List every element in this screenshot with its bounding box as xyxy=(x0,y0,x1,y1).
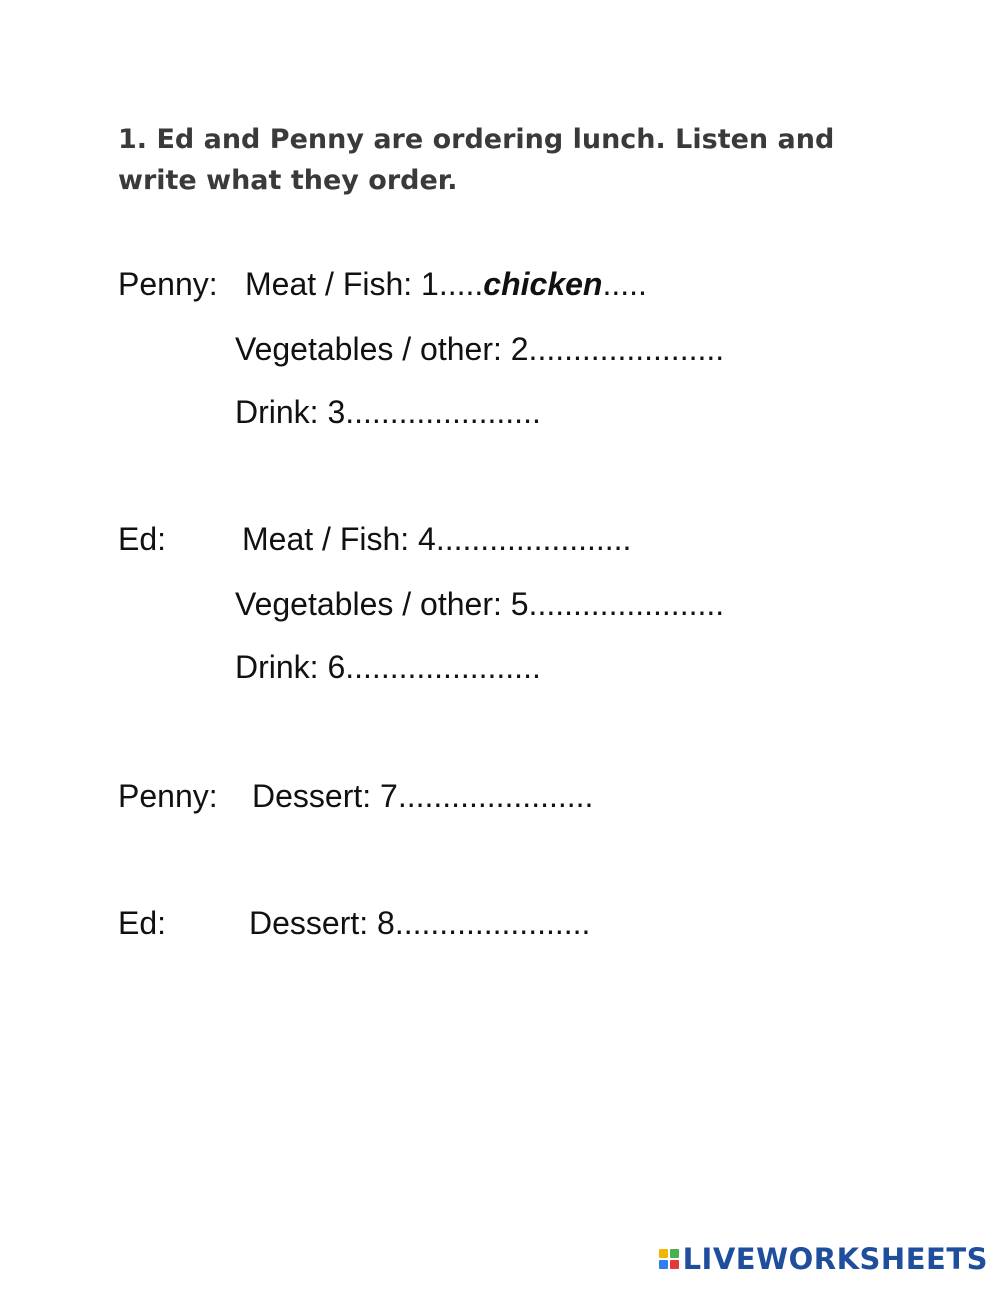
example-answer: chicken xyxy=(483,266,603,302)
answer-line-3 xyxy=(235,392,541,432)
answer-line-1 xyxy=(245,264,647,304)
speaker-label-penny: Penny: xyxy=(118,778,218,814)
answer-blank[interactable]: ...................... xyxy=(345,394,541,430)
logo-square-green xyxy=(670,1249,679,1258)
answer-line-2 xyxy=(235,329,724,369)
answer-blank[interactable]: ...................... xyxy=(394,905,591,941)
answer-blank[interactable]: ...................... xyxy=(435,521,632,557)
liveworksheets-logo xyxy=(659,1242,988,1276)
answer-line-7 xyxy=(252,776,593,816)
item-label: Vegetables / other: 2 xyxy=(235,331,529,367)
answer-blank[interactable]: ...................... xyxy=(528,586,725,622)
item-label: Dessert: 8 xyxy=(249,905,395,941)
answer-line-6 xyxy=(235,647,541,687)
logo-text: LIVEWORKSHEETS xyxy=(682,1242,988,1276)
blank-dots: ..... xyxy=(438,266,484,302)
item-label: Drink: 3 xyxy=(235,394,346,430)
speaker-label-ed: Ed: xyxy=(118,521,167,557)
answer-line-5 xyxy=(235,584,724,624)
answer-line-4 xyxy=(242,519,631,559)
item-label: Vegetables / other: 5 xyxy=(235,586,529,622)
item-label: Drink: 6 xyxy=(235,649,346,685)
logo-square-blue xyxy=(659,1260,668,1269)
answer-line-8 xyxy=(249,903,590,943)
speaker-label-penny: Penny: xyxy=(118,266,218,302)
speaker-label-ed: Ed: xyxy=(118,905,167,941)
blank-dots: ..... xyxy=(602,266,647,302)
answer-blank[interactable]: ...................... xyxy=(345,649,541,685)
liveworksheets-logo-icon xyxy=(659,1249,679,1269)
item-label: Meat / Fish: 4 xyxy=(242,521,436,557)
logo-square-red xyxy=(670,1260,679,1269)
item-label: Meat / Fish: 1 xyxy=(245,266,439,302)
item-label: Dessert: 7 xyxy=(252,778,398,814)
logo-square-yellow xyxy=(659,1249,668,1258)
instruction-text: 1. Ed and Penny are ordering lunch. Listen and write what they order. xyxy=(118,124,835,196)
answer-blank[interactable]: ...................... xyxy=(528,331,725,367)
answer-blank[interactable]: ...................... xyxy=(397,778,594,814)
